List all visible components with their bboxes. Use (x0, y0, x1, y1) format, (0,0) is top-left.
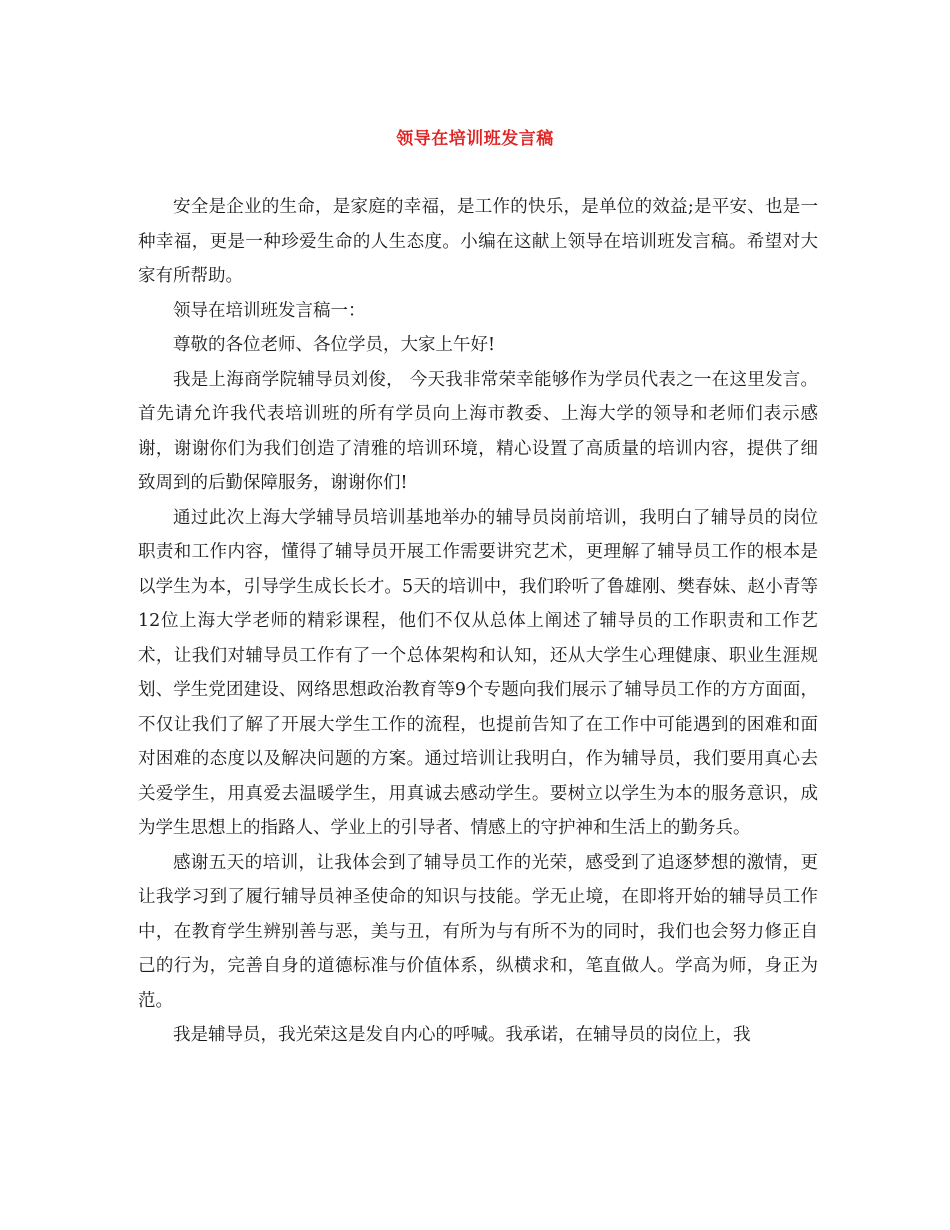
document-body (138, 190, 818, 1053)
paragraph-commitment: 我是辅导员，我光荣这是发自内心的呼喊。我承诺，在辅导员的岗位上，我 (173, 1025, 751, 1045)
document-title: 领导在培训班发言稿 (396, 129, 554, 149)
paragraph-self-introduction: 我是上海商学院辅导员刘俊， 今天我非常荣幸能够作为学员代表之一在这里发言。首先请允许我代表培训班的所有学员向上海市教委、上海大学的领导和老师们表示感谢，谢谢你们为我们创造了清雅的培训环境，精心设置了高质量的培训内容，提供了细致周到的后勤保障服务，谢谢你们! (138, 369, 818, 493)
paragraph-training-summary: 通过此次上海大学辅导员培训基地举办的辅导员岗前培训，我明白了辅导员的岗位职责和工作内容，懂得了辅导员开展工作需要讲究艺术，更理解了辅导员工作的根本是以学生为本，引导学生成长长才。5天的培训中，我们聆听了鲁雄刚、樊春妹、赵小青等12位上海大学老师的精彩课程，他们不仅从总体上阐述了辅导员的工作职责和工作艺术，让我们对辅导员工作有了一个总体架构和认知，还从大学生心理健康、职业生涯规划、学生党团建设、网络思想政治教育等9个专题向我们展示了辅导员工作的方方面面，不仅让我们了解了开展大学生工作的流程，也提前告知了在工作中可能遇到的困难和面对困难的态度以及解决问题的方案。通过培训让我明白，作为辅导员，我们要用真心去关爱学生，用真爱去温暖学生，用真诚去感动学生。要树立以学生为本的服务意识，成为学生思想上的指路人、学业上的引导者、情感上的守护神和生活上的勤务兵。 (138, 507, 818, 838)
paragraph-subtitle: 领导在培训班发言稿一： (173, 300, 366, 321)
paragraph-greeting: 尊敬的各位老师、各位学员，大家上午好! (173, 335, 496, 355)
paragraph-intro: 安全是企业的生命，是家庭的幸福，是工作的快乐，是单位的效益;是平安、也是一种幸福，更是一种珍爱生命的人生态度。小编在这献上领导在培训班发言稿。希望对大家有所帮助。 (138, 197, 818, 286)
paragraph-gratitude: 感谢五天的培训，让我体会到了辅导员工作的光荣，感受到了追逐梦想的激情，更让我学习到了履行辅导员神圣使命的知识与技能。学无止境，在即将开始的辅导员工作中，在教育学生辨别善与恶，美与丑，有所为与有所不为的同时，我们也会努力修正自己的行为，完善自身的道德标准与价值体系，纵横求和，笔直做人。学高为师，身正为范。 (138, 852, 818, 1011)
